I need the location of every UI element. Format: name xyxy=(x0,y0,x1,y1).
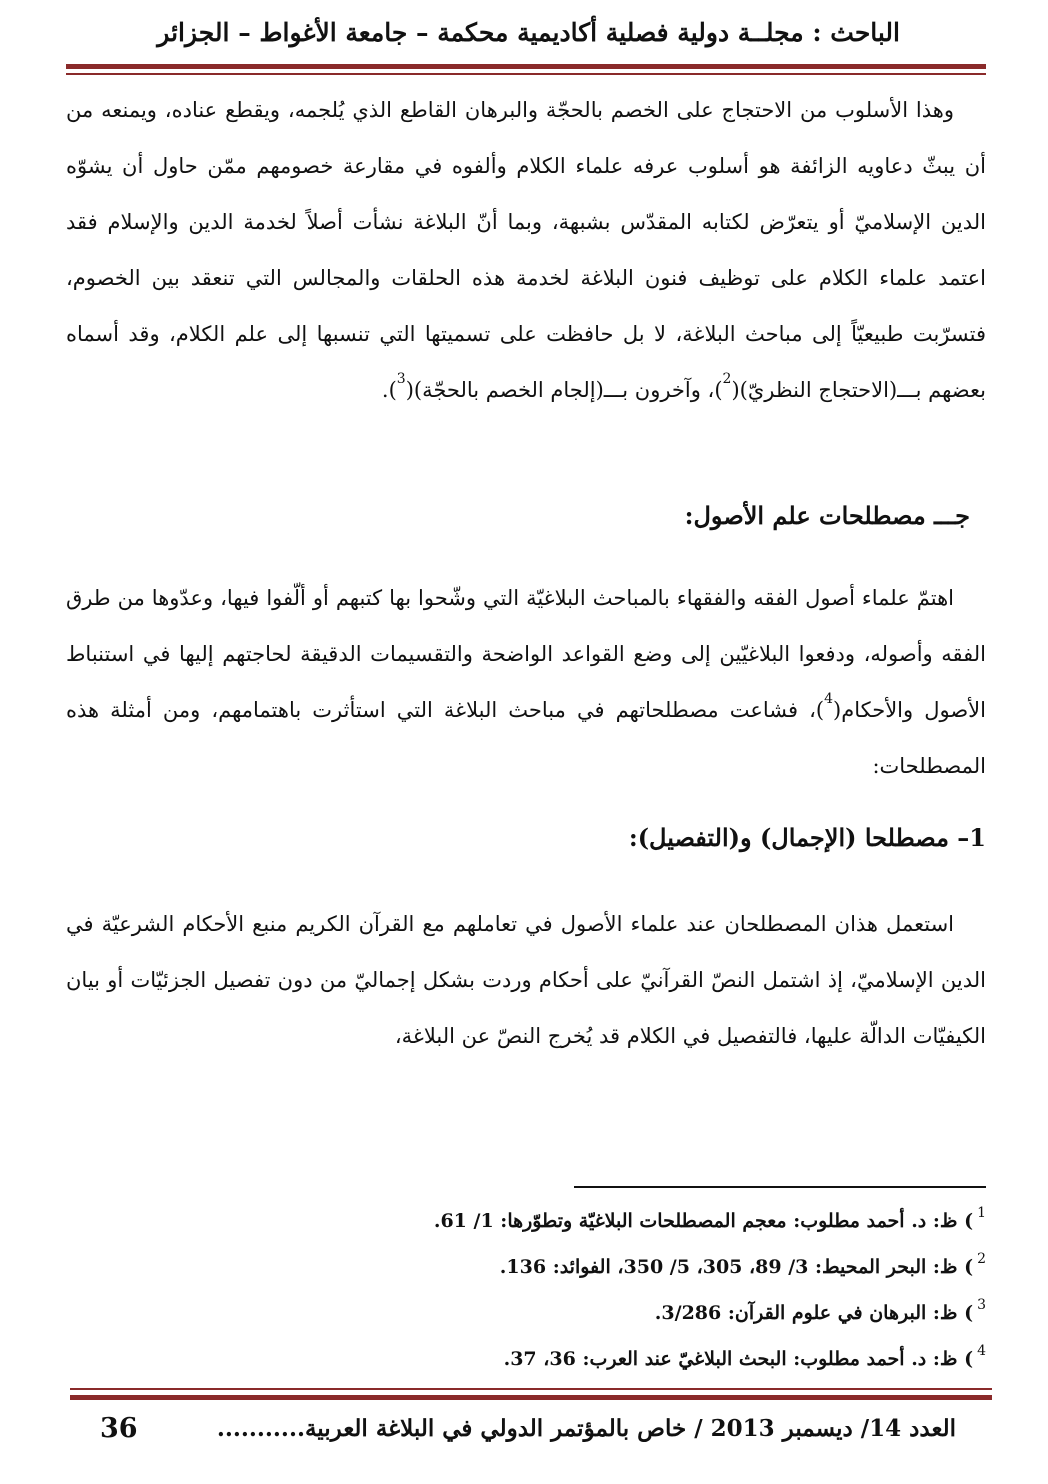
section-c-title: جـــ مصطلحات علم الأصول: xyxy=(684,501,970,530)
paragraph-3 xyxy=(66,896,986,1064)
header-rule-thick xyxy=(66,64,986,69)
paragraph-1-text: وهذا الأسلوب من الاحتجاج على الخصم بالحجّة والبرهان القاطع الذي يُلجمه، ويقطع عناده، ويمنعه من أن يبثّ دعاويه الزائفة هو أسلوب عرفه علماء الكلام وألفوه في مقارعة خصومهم ممّن حاول أن يشوّه الدين الإسلاميّ أو يتعرّض لكتابه المقدّس بشبهة، وبما أنّ البلاغة نشأت أصلاً لخدمة الدين والإسلام فقد اعتمد علماء الكلام على توظيف فنون البلاغة لخدمة هذه الحلقات والمجالس التي تنعقد بين الخصوم، فتسرّبت طبيعيّاً إلى مباحث البلاغة، لا بل حافظت على تسميتها التي تنسبها إلى علم الكلام، وقد أسماه بعضهم بـــ(الاحتجاج النظريّ)( xyxy=(66,98,986,402)
footer-rule-thick xyxy=(70,1395,992,1400)
paragraph-2-end: )، فشاعت مصطلحاتهم في مباحث البلاغة التي استأثرت باهتمامهم، ومن أمثلة هذه المصطلحات: xyxy=(66,698,986,778)
paragraph-2-text: اهتمّ علماء أصول الفقه والفقهاء بالمباحث البلاغيّة التي وشّحوا بها كتبهم أو ألّفوا فيها، وعدّوها من طرق الفقه وأصوله، ودفعوا البلاغيّين إلى وضع القواعد الواضحة والتقسيمات الدقيقة لحاجتهم إليها في استنباط الأصول والأحكام( xyxy=(66,586,986,722)
paragraph-2 xyxy=(66,570,986,794)
page-footer xyxy=(100,1402,956,1456)
page-number: 36 xyxy=(100,1413,138,1444)
footnote-2: $^2$) ظ: البحر المحيط: 3/ 89، 305، 5/ 350، الفوائد: 136. xyxy=(499,1251,986,1278)
footnote-1: $^1$) ظ: د. أحمد مطلوب: معجم المصطلحات البلاغيّة وتطوّرها: 1/ 61. xyxy=(433,1205,986,1232)
footnote-separator xyxy=(574,1186,986,1188)
footnote-ref-3[interactable]: 3 xyxy=(396,371,406,387)
footnote-3: $^3$) ظ: البرهان في علوم القرآن: 3/286. xyxy=(654,1297,986,1324)
footer-issue-text: العدد 14/ ديسمبر 2013 / خاص بالمؤتمر الدولي في البلاغة العربية........... xyxy=(216,1415,956,1442)
footnotes xyxy=(66,1198,986,1382)
journal-header: الباحث : مجلــة دولية فصلية أكاديمية محكمة – جامعة الأغواط – الجزائر xyxy=(157,18,900,47)
footnote-ref-2[interactable]: 2 xyxy=(722,371,732,387)
paragraph-1-middle: )، وآخرون بـــ(إلجام الخصم بالحجّة)( xyxy=(405,378,723,402)
footnote-ref-4[interactable]: 4 xyxy=(824,691,834,707)
header-rule-thin xyxy=(66,73,986,75)
footer-rule-thin xyxy=(70,1388,992,1390)
paragraph-3-text: استعمل هذان المصطلحان عند علماء الأصول في تعاملهم مع القرآن الكريم منبع الأحكام الشرعيّة في الدين الإسلاميّ، إذ اشتمل النصّ القرآنيّ على أحكام وردت بشكل إجماليّ من دون تفصيل الجزئيّات أو بيان الكيفيّات الدالّة عليها، فالتفصيل في الكلام قد يُخرج النصّ عن البلاغة، xyxy=(66,912,986,1048)
paragraph-1 xyxy=(66,82,986,418)
paragraph-1-end: ). xyxy=(381,378,397,402)
footnote-4: $^4$) ظ: د. أحمد مطلوب: البحث البلاغيّ عند العرب: 36، 37. xyxy=(503,1343,986,1370)
section-1-title: 1– مصطلحا (الإجمال) و(التفصيل): xyxy=(628,823,986,852)
